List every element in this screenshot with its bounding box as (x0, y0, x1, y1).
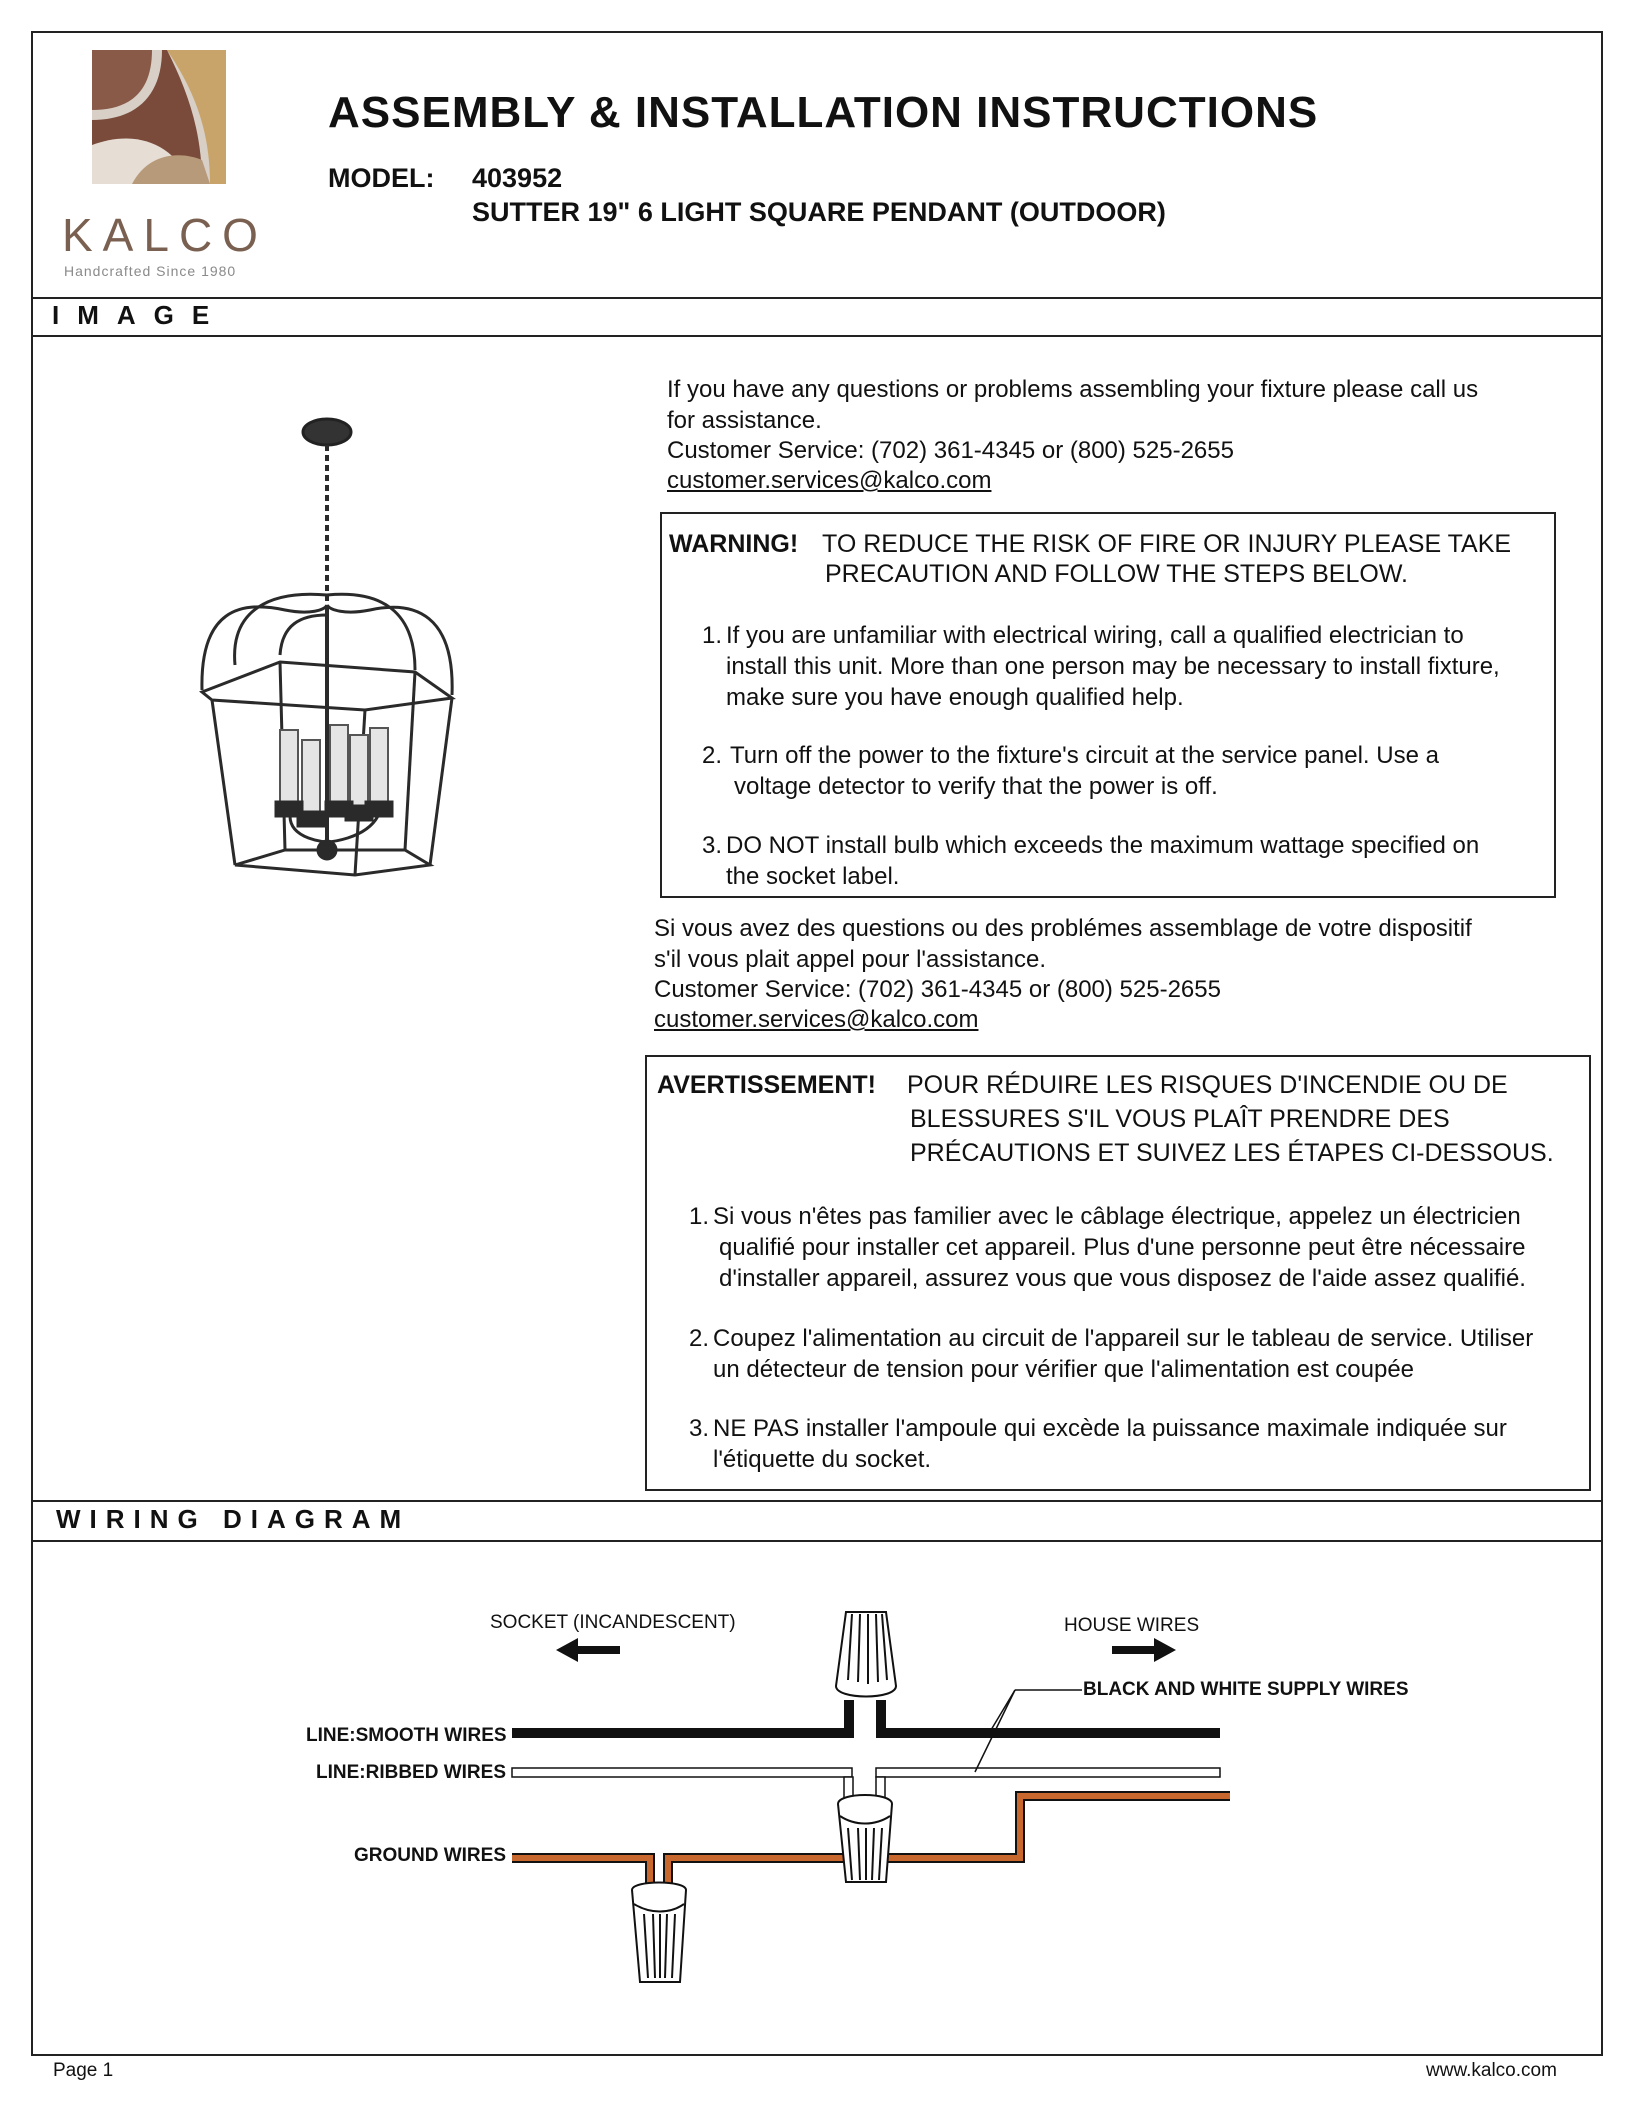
warning-text: PRECAUTION AND FOLLOW THE STEPS BELOW. (825, 560, 1408, 588)
house-wires-label: HOUSE WIRES (1064, 1615, 1200, 1636)
intro-line: Si vous avez des questions ou des problémes assemblage de votre dispositif (654, 915, 1472, 942)
supply-wires-label: BLACK AND WHITE SUPPLY WIRES (1083, 1679, 1409, 1700)
divider (31, 1500, 1603, 1502)
wire-nut-icon (632, 1883, 686, 1983)
avertissement-box: AVERTISSEMENT! POUR RÉDUIRE LES RISQUES D'INCENDIE OU DE BLESSURES S'IL VOUS PLAÎT PRENDRE DES PRÉCAUTIONS ET SUIVEZ LES ÉTAPES CI-DESSOUS. 1. Si vous n'êtes pas familier avec le câblage électrique, appelez un électricien qualifié pour installer cet appareil. Plus d'une personne peut être nécessaire d'installer appareil, assurez vous que vous disposez de l'aide assez qualifié. 2. Coupez l'alimentation au circuit de l'appareil sur le tableau de service. Utiliser un détecteur de tension pour vérifier que l'alimentation est coupée 3. NE PAS installer l'ampoule qui excède la puissance maximale indiquée sur l'étiquette du socket. (645, 1055, 1591, 1491)
ribbed-wires-label: LINE:RIBBED WIRES (316, 1762, 506, 1783)
warning-label: AVERTISSEMENT! (657, 1071, 876, 1099)
left-arrow-icon (556, 1638, 620, 1662)
ground-wires-label: GROUND WIRES (354, 1845, 506, 1866)
intro-line: s'il vous plait appel pour l'assistance. (654, 946, 1047, 973)
smooth-wire-line (512, 1728, 852, 1738)
socket-label: SOCKET (INCANDESCENT) (490, 1612, 736, 1633)
section-title-wiring: WIRING DIAGRAM (56, 1504, 411, 1534)
smooth-wires-label: LINE:SMOOTH WIRES (306, 1725, 507, 1746)
warning-text: PRÉCAUTIONS ET SUIVEZ LES ÉTAPES CI-DESSOUS. (910, 1139, 1554, 1167)
customer-service-email-link[interactable]: customer.services@kalco.com (654, 1006, 979, 1033)
brand-tagline: Handcrafted Since 1980 (64, 263, 237, 279)
wiring-diagram (0, 1560, 1632, 2000)
house-black-wire (876, 1728, 1220, 1738)
right-arrow-icon (1112, 1638, 1176, 1662)
warning-text: POUR RÉDUIRE LES RISQUES D'INCENDIE OU DE (907, 1071, 1508, 1099)
wire-nut-icon (838, 1795, 892, 1882)
ribbed-wire-line (512, 1768, 852, 1777)
warning-text: BLESSURES S'IL VOUS PLAÎT PRENDRE DES (910, 1105, 1450, 1133)
page-number: Page 1 (53, 2060, 114, 2081)
model-number: 403952 (472, 163, 563, 193)
customer-service-phone: Customer Service: (702) 361-4345 or (800) 525-2655 (654, 976, 1221, 1003)
brand-name: KALCO (62, 209, 268, 261)
model-name: SUTTER 19" 6 LIGHT SQUARE PENDANT (OUTDOOR) (472, 197, 1166, 227)
website-link[interactable]: www.kalco.com (1426, 2060, 1557, 2081)
divider (31, 335, 1603, 337)
model-label: MODEL: (328, 163, 435, 193)
house-white-wire (876, 1768, 1220, 1777)
warning-label: WARNING! (669, 530, 799, 558)
intro-line: for assistance. (667, 407, 822, 434)
section-title-image: IMAGE (52, 300, 228, 330)
warning-box: WARNING! TO REDUCE THE RISK OF FIRE OR INJURY PLEASE TAKE PRECAUTION AND FOLLOW THE STEPS BELOW. 1. If you are unfamiliar with electrical wiring, call a qualified electrician to install this unit. More than one person may be necessary to install fixture, make sure you have enough qualified help. 2. Turn off the power to the fixture's circuit at the service panel. Use a voltage detector to verify that the power is off. 3. DO NOT install bulb which exceeds the maximum wattage specified on the socket label. (660, 512, 1556, 898)
page-title: ASSEMBLY & INSTALLATION INSTRUCTIONS (328, 88, 1319, 137)
divider (31, 1540, 1603, 1542)
pendant-fixture-image (190, 410, 460, 880)
wire-nut-icon (836, 1612, 896, 1697)
intro-line: If you have any questions or problems assembling your fixture please call us (667, 376, 1479, 403)
customer-service-phone: Customer Service: (702) 361-4345 or (800) 525-2655 (667, 437, 1234, 464)
divider (31, 297, 1603, 299)
warning-text: TO REDUCE THE RISK OF FIRE OR INJURY PLEASE TAKE (822, 530, 1512, 558)
customer-service-email-link[interactable]: customer.services@kalco.com (667, 467, 992, 494)
kalco-logo-icon (92, 50, 226, 184)
